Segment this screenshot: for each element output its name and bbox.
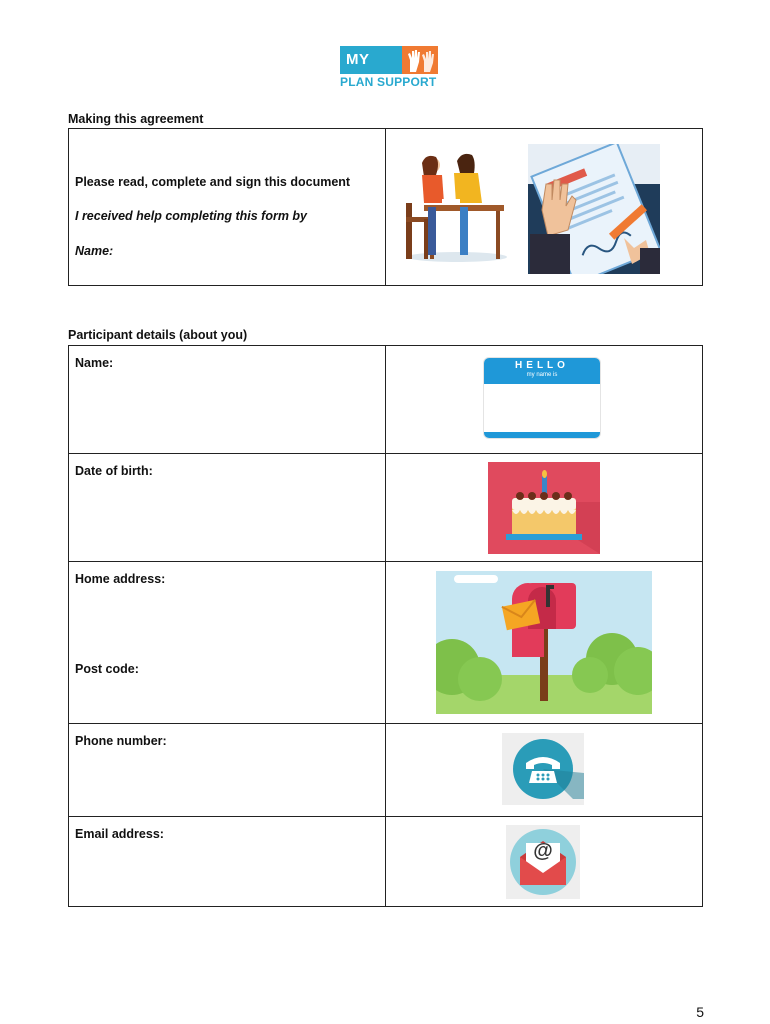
telephone-icon bbox=[502, 733, 584, 805]
name-field-cell[interactable] bbox=[69, 346, 386, 454]
email-field-cell[interactable] bbox=[69, 817, 386, 907]
help-received-text: I received help completing this form by bbox=[75, 209, 307, 223]
dob-field-cell[interactable] bbox=[69, 454, 386, 562]
post-code-label: Post code: bbox=[75, 662, 139, 676]
participant-section-title: Participant details (about you) bbox=[68, 328, 248, 342]
agreement-image-cell bbox=[386, 129, 703, 286]
hello-tag-title: HELLO bbox=[515, 360, 569, 371]
address-image-cell bbox=[386, 562, 703, 724]
email-label: Email address: bbox=[75, 827, 164, 841]
participant-table bbox=[68, 345, 703, 907]
home-address-label: Home address: bbox=[75, 572, 166, 586]
logo-my-text: MY bbox=[340, 46, 402, 74]
email-envelope-icon bbox=[506, 825, 580, 899]
home-address-field-cell[interactable] bbox=[69, 562, 386, 724]
name-image-cell bbox=[386, 346, 703, 454]
my-plan-support-logo bbox=[340, 46, 440, 90]
phone-field-cell[interactable] bbox=[69, 724, 386, 817]
name-label: Name: bbox=[75, 356, 114, 370]
mailbox-image bbox=[436, 571, 652, 714]
signing-document-image bbox=[528, 144, 660, 274]
phone-label: Phone number: bbox=[75, 734, 167, 748]
birthday-cake-image bbox=[488, 462, 600, 554]
agreement-table bbox=[68, 128, 703, 286]
email-image-cell bbox=[386, 817, 703, 907]
hello-name-tag-image bbox=[484, 358, 600, 438]
at-symbol: @ bbox=[533, 840, 553, 862]
page-number: 5 bbox=[696, 1004, 704, 1020]
women-at-table-image bbox=[402, 151, 512, 263]
agreement-text-cell bbox=[69, 129, 386, 286]
hello-tag-subtitle: my name is bbox=[526, 372, 558, 378]
dob-label: Date of birth: bbox=[75, 464, 153, 478]
logo-hands-icon bbox=[402, 46, 438, 74]
dob-image-cell bbox=[386, 454, 703, 562]
phone-image-cell bbox=[386, 724, 703, 817]
instructions-text: Please read, complete and sign this document bbox=[75, 175, 351, 189]
helper-name-label: Name: bbox=[75, 244, 114, 258]
logo-plan-support-text: PLAN SUPPORT bbox=[340, 75, 437, 89]
agreement-section-title: Making this agreement bbox=[68, 112, 204, 126]
